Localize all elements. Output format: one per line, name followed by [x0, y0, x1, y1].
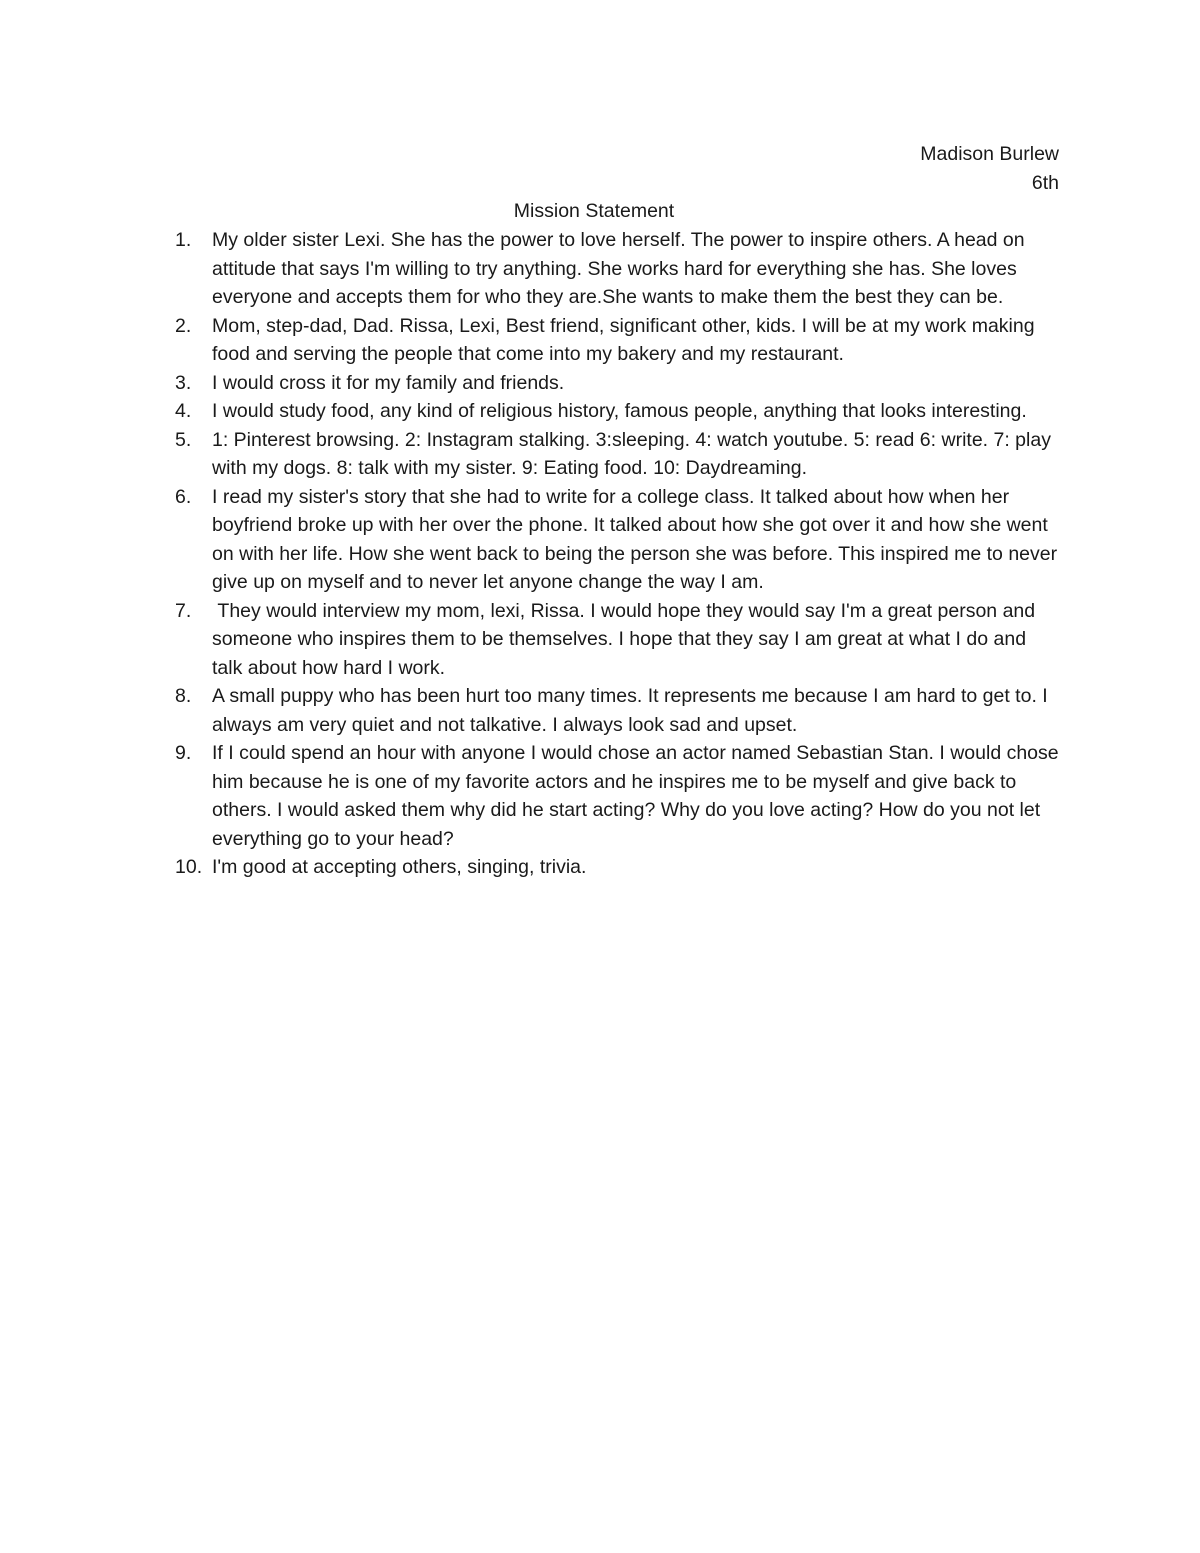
author-name: Madison Burlew [920, 143, 1059, 165]
list-text: My older sister Lexi. She has the power to love herself. The power to inspire others. A head on attitude that says I'm willing to try anything. She works hard for everything she has. She loves everyone and accepts them for who they are.She wants to make them the best they can be. [212, 229, 1031, 308]
list-item [175, 312, 1060, 369]
list-text: I would study food, any kind of religious history, famous people, anything that looks interesting. [212, 400, 1027, 422]
list-item [175, 426, 1060, 483]
list-number: 9. [175, 742, 192, 764]
list-item [175, 226, 1060, 312]
numbered-list [175, 226, 1065, 882]
list-number: 8. [175, 685, 192, 707]
list-item [175, 369, 1060, 398]
list-number: 4. [175, 400, 192, 422]
list-number: 5. [175, 428, 192, 451]
header-block [920, 140, 1059, 197]
list-text: They would interview my mom, lexi, Rissa. I would hope they would say I'm a great person and someone who inspires them to be themselves. I hope that they say I am great at what I do and talk about how hard I work. [212, 599, 1041, 679]
list-number: 1. [175, 229, 192, 251]
list-number: 3. [175, 371, 192, 394]
list-text: If I could spend an hour with anyone I would chose an actor named Sebastian Stan. I would chose him because he is one of my favorite actors and he inspires me to be myself and give back to others. I would asked them why did he start acting? Why do you love acting? How do you not let everything go to your head? [212, 742, 1065, 850]
class-period: 6th [1031, 171, 1059, 194]
list-number: 7. [175, 599, 192, 622]
list-number: 10. [175, 856, 203, 878]
list-item [175, 397, 1060, 426]
list-text: 1: Pinterest browsing. 2: Instagram stalking. 3:sleeping. 4: watch youtube. 5: read 6: write. 7: play with my dogs. 8: talk with my sister. 9: Eating food. 10: Daydreaming. [212, 428, 1057, 479]
list-number: 6. [175, 485, 192, 508]
list-item [175, 853, 1060, 882]
list-number: 2. [175, 314, 192, 337]
list-text: A small puppy who has been hurt too many times. It represents me because I am hard to get to. I always am very quiet and not talkative. I always look sad and upset. [212, 685, 1054, 736]
list-item [175, 597, 1060, 683]
list-item [175, 739, 1065, 853]
list-item [175, 682, 1060, 739]
list-text: Mom, step-dad, Dad. Rissa, Lexi, Best friend, significant other, kids. I will be at my work making food and serving the people that come into my bakery and my restaurant. [212, 314, 1041, 365]
document-title: Mission Statement [513, 200, 675, 222]
list-text: I would cross it for my family and friends. [212, 371, 565, 394]
list-item [175, 483, 1063, 597]
list-text: I'm good at accepting others, singing, trivia. [212, 856, 587, 878]
list-text: I read my sister's story that she had to write for a college class. It talked about how when her boyfriend broke up with her over the phone. It talked about how she got over it and how she went on with her life. How she went back to being the person she was before. This inspired me to never give up on myself and to never let anyone change the way I am. [212, 485, 1063, 593]
